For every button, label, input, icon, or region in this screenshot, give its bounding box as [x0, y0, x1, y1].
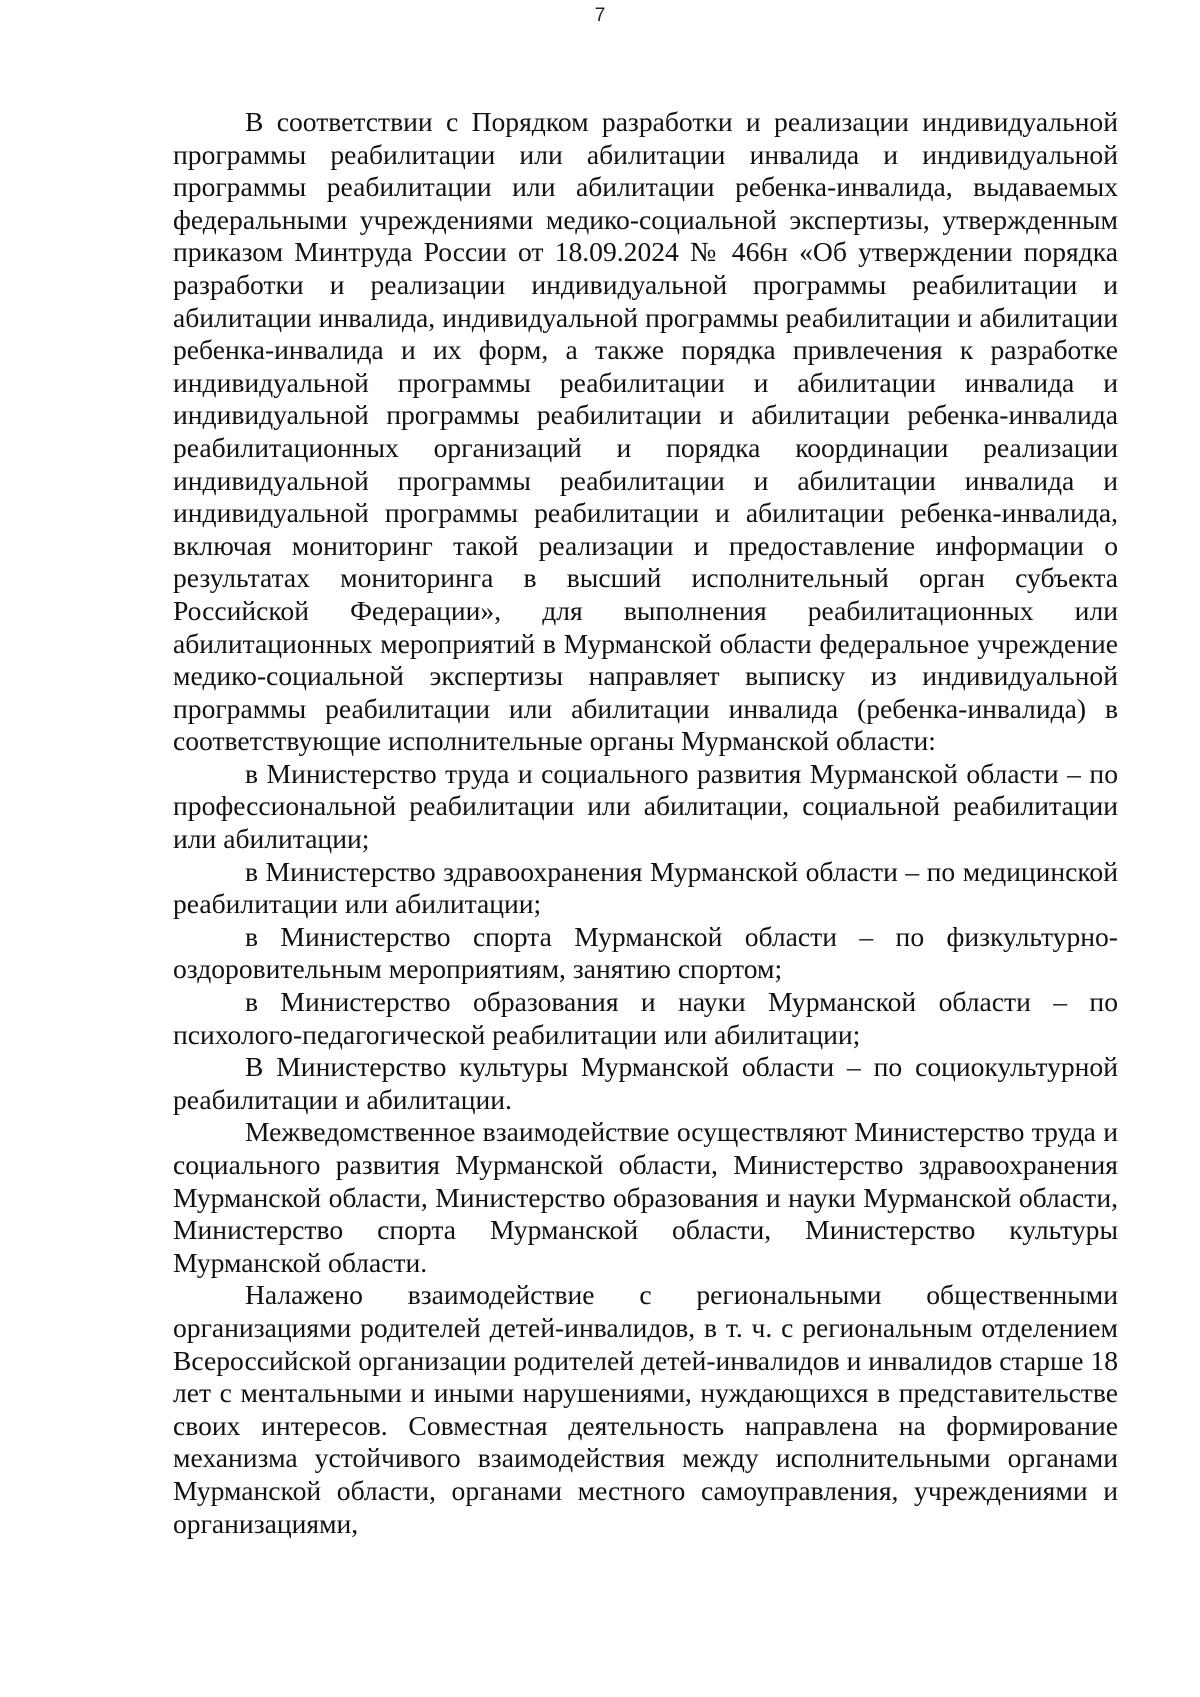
paragraph-ministry-labor: в Министерство труда и социального развития Мурманской области – по профессиональной реабилитации или абилитации, социальной реабилитации или абилитации; — [173, 757, 1118, 855]
paragraph-public-organizations: Налажено взаимодействие с региональными общественными организациями родителей детей-инвалидов, в т. ч. с региональным отделением Всероссийской организации родителей детей-инвалидов и инвалидов старше 18 лет с ментальными и иными нарушениями, нуждающихся в представительстве своих интересов. Совместная деятельность направлена на формирование механизма устойчивого взаимодействия между исполнительными органами Мурманской области, органами местного самоуправления, учреждениями и организациями, — [173, 1279, 1118, 1539]
page-number: 7 — [594, 5, 606, 26]
paragraph-ministry-sport: в Министерство спорта Мурманской области – по физкультурно-оздоровительным мероприятиям, занятию спортом; — [173, 920, 1118, 985]
paragraph-ipra-procedure: В соответствии с Порядком разработки и реализации индивидуальной программы реабилитации или абилитации инвалида и индивидуальной программы реабилитации или абилитации ребенка-инвалида, выдаваемых федеральными учреждениями медико-социальной экспертизы, утвержденным приказом Минтруда России от 18.09.2024 № 466н «Об утверждении порядка разработки и реализации индивидуальной программы реабилитации и абилитации инвалида, индивидуальной программы реабилитации и абилитации ребенка-инвалида и их форм, а также порядка привлечения к разработке индивидуальной программы реабилитации и абилитации инвалида и индивидуальной программы реабилитации и абилитации ребенка-инвалида реабилитационных организаций и порядка координации реализации индивидуальной программы реабилитации и абилитации инвалида и индивидуальной программы реабилитации и абилитации ребенка-инвалида, включая мониторинг такой реализации и предоставление информации о результатах мониторинга в высший исполнительный орган субъекта Российской Федерации», для выполнения реабилитационных или абилитационных мероприятий в Мурманской области федеральное учреждение медико-социальной экспертизы направляет выписку из индивидуальной программы реабилитации или абилитации инвалида (ребенка-инвалида) в соответствующие исполнительные органы Мурманской области: — [173, 106, 1118, 757]
document-body — [173, 106, 1118, 1540]
paragraph-ministry-education: в Министерство образования и науки Мурманской области – по психолого-педагогической реабилитации или абилитации; — [173, 986, 1118, 1050]
paragraph-interagency-cooperation: Межведомственное взаимодействие осуществляют Министерство труда и социального развития Мурманской области, Министерство здравоохранения Мурманской области, Министерство образования и науки Мурманской области, Министерство спорта Мурманской области, Министерство культуры Мурманской области. — [173, 1116, 1118, 1278]
paragraph-ministry-culture: В Министерство культуры Мурманской области – по социокультурной реабилитации и абилитации. — [173, 1051, 1118, 1115]
paragraph-ministry-health: в Министерство здравоохранения Мурманской области – по медицинской реабилитации или абилитации; — [173, 855, 1118, 920]
